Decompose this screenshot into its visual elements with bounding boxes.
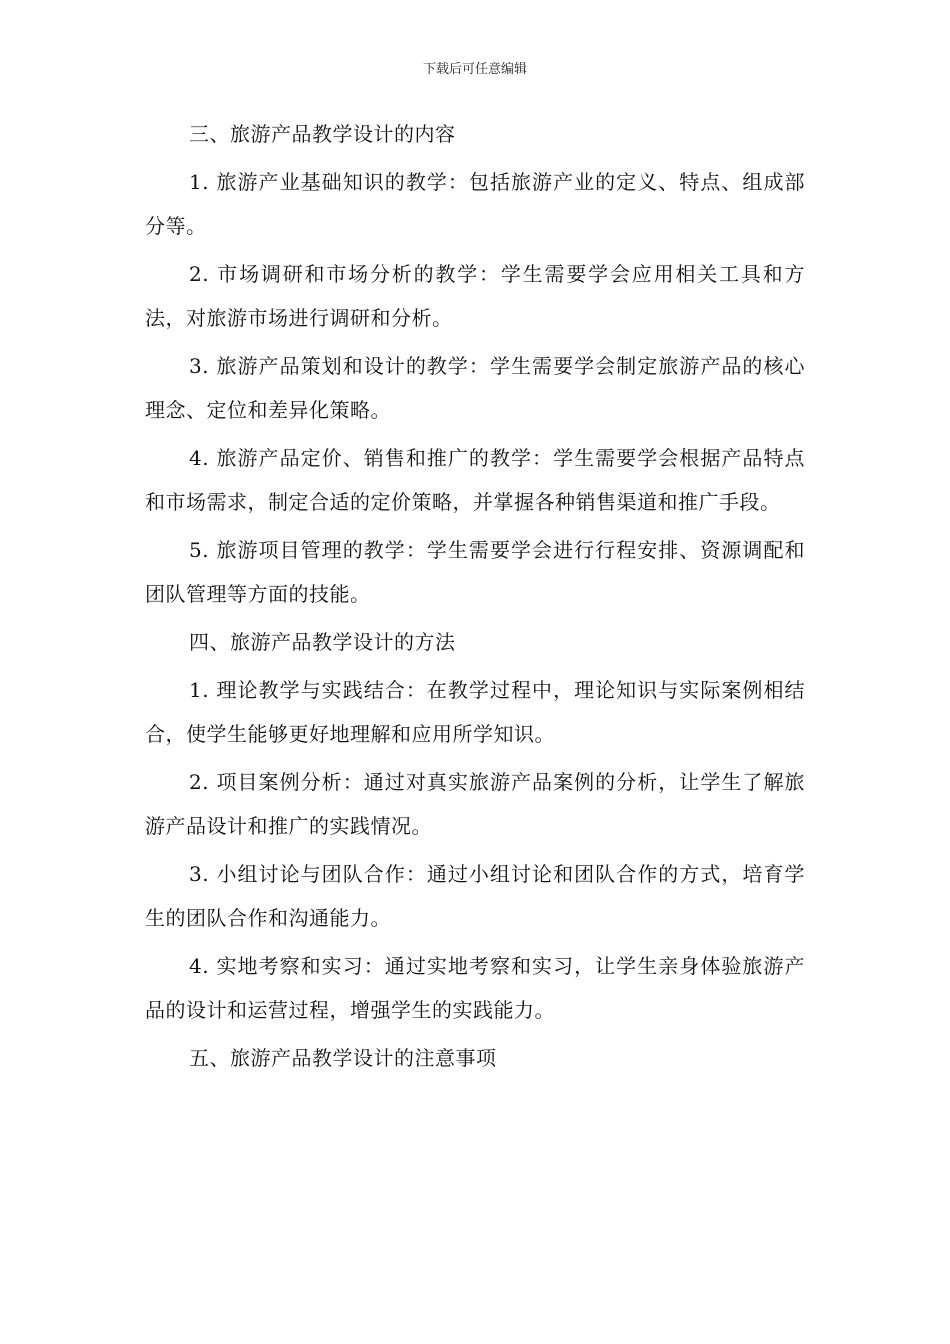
paragraph-4-4: 4. 实地考察和实习：通过实地考察和实习，让学生亲身体验旅游产品的设计和运营过程，增强学生的实践能力。: [145, 954, 805, 1022]
paragraph-3-2: 2. 市场调研和市场分析的教学：学生需要学会应用相关工具和方法，对旅游市场进行调研和分析。: [145, 262, 805, 330]
paragraph-3-5: 5. 旅游项目管理的教学：学生需要学会进行行程安排、资源调配和团队管理等方面的技能。: [145, 538, 805, 606]
section-heading-5: 五、旅游产品教学设计的注意事项: [189, 1046, 497, 1070]
paragraph-4-1: 1. 理论教学与实践结合：在教学过程中，理论知识与实际案例相结合，使学生能够更好地理解和应用所学知识。: [145, 678, 805, 746]
section-heading-4: 四、旅游产品教学设计的方法: [189, 630, 456, 654]
paragraph-3-4: 4. 旅游产品定价、销售和推广的教学：学生需要学会根据产品特点和市场需求，制定合适的定价策略，并掌握各种销售渠道和推广手段。: [145, 446, 805, 514]
page-header: 下载后可任意编辑: [422, 62, 527, 77]
paragraph-3-1: 1. 旅游产业基础知识的教学：包括旅游产业的定义、特点、组成部分等。: [145, 170, 805, 238]
section-heading-3: 三、旅游产品教学设计的内容: [189, 122, 456, 146]
paragraph-4-2: 2. 项目案例分析：通过对真实旅游产品案例的分析，让学生了解旅游产品设计和推广的实践情况。: [145, 770, 805, 838]
paragraph-3-3: 3. 旅游产品策划和设计的教学：学生需要学会制定旅游产品的核心理念、定位和差异化策略。: [145, 354, 805, 422]
document-body: [145, 112, 805, 1084]
paragraph-4-3: 3. 小组讨论与团队合作：通过小组讨论和团队合作的方式，培育学生的团队合作和沟通能力。: [145, 862, 805, 930]
